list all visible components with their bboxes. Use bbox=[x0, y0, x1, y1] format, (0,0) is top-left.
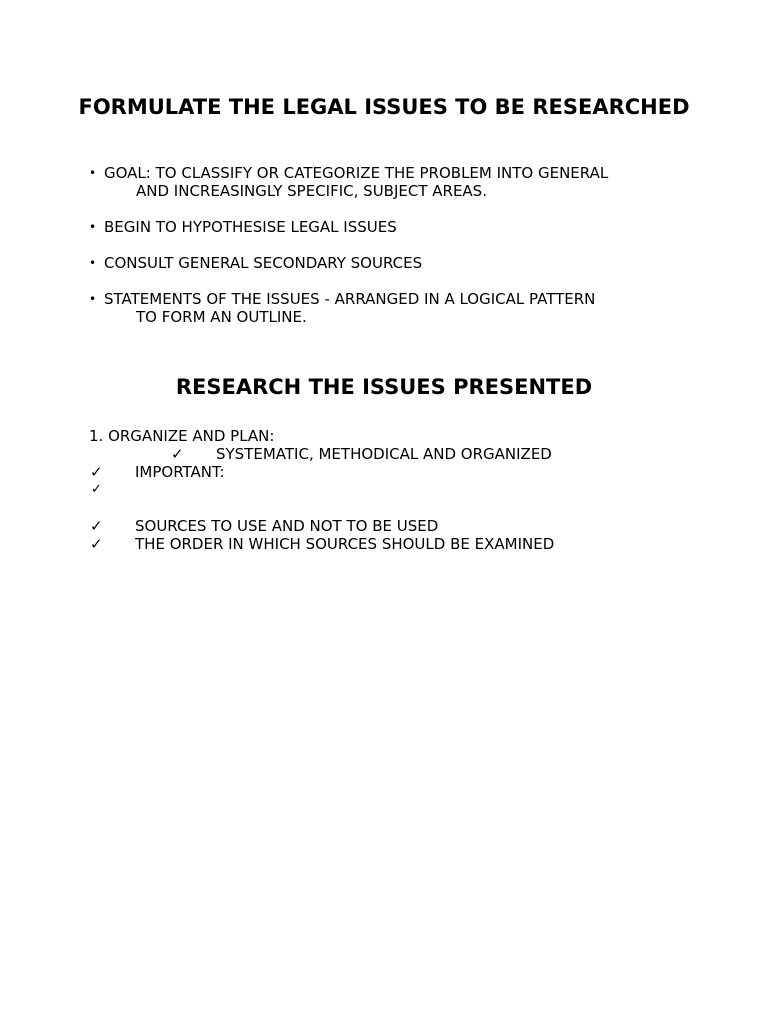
bullet-continuation: AND INCREASINGLY SPECIFIC, SUBJECT AREAS. bbox=[136, 182, 487, 200]
bullet-text: CONSULT GENERAL SECONDARY SOURCES bbox=[104, 254, 423, 272]
checklist-text: SYSTEMATIC, METHODICAL AND ORGANIZED bbox=[216, 445, 552, 463]
bullet-text: BEGIN TO HYPOTHESISE LEGAL ISSUES bbox=[104, 218, 397, 236]
checklist-item bbox=[89, 445, 709, 463]
issues-bullet-list bbox=[89, 164, 689, 344]
section-title-formulate: FORMULATE THE LEGAL ISSUES TO BE RESEARCHED bbox=[78, 95, 690, 119]
list-item bbox=[89, 254, 689, 272]
checkmark-icon: ✓ bbox=[171, 445, 184, 463]
bullet-continuation: TO FORM AN OUTLINE. bbox=[136, 308, 307, 326]
list-item bbox=[89, 290, 689, 326]
checklist-item bbox=[89, 535, 709, 553]
bullet-icon: • bbox=[89, 292, 97, 306]
checklist-item bbox=[89, 463, 709, 481]
checkmark-icon: ✓ bbox=[90, 463, 103, 481]
bullet-icon: • bbox=[89, 220, 97, 234]
numbered-item bbox=[89, 427, 709, 445]
checkmark-icon: ✓ bbox=[91, 482, 102, 497]
checklist-text: IMPORTANT: bbox=[135, 463, 225, 481]
list-item bbox=[89, 164, 689, 200]
section-title-research: RESEARCH THE ISSUES PRESENTED bbox=[175, 375, 593, 399]
checklist-text: THE ORDER IN WHICH SOURCES SHOULD BE EXAMINED bbox=[135, 535, 555, 553]
checklist-item bbox=[89, 481, 709, 499]
checkmark-icon: ✓ bbox=[90, 535, 103, 553]
checklist-text: SOURCES TO USE AND NOT TO BE USED bbox=[135, 517, 439, 535]
bullet-text: GOAL: TO CLASSIFY OR CATEGORIZE THE PROBLEM INTO GENERAL bbox=[104, 164, 609, 182]
spacer bbox=[89, 499, 709, 517]
checklist-item bbox=[89, 517, 709, 535]
bullet-icon: • bbox=[89, 166, 97, 180]
bullet-icon: • bbox=[89, 256, 97, 270]
organize-plan-list bbox=[89, 427, 709, 553]
numbered-item-label: 1. ORGANIZE AND PLAN: bbox=[89, 427, 275, 445]
checkmark-icon: ✓ bbox=[90, 517, 103, 535]
bullet-text: STATEMENTS OF THE ISSUES - ARRANGED IN A LOGICAL PATTERN bbox=[104, 290, 596, 308]
list-item bbox=[89, 218, 689, 236]
